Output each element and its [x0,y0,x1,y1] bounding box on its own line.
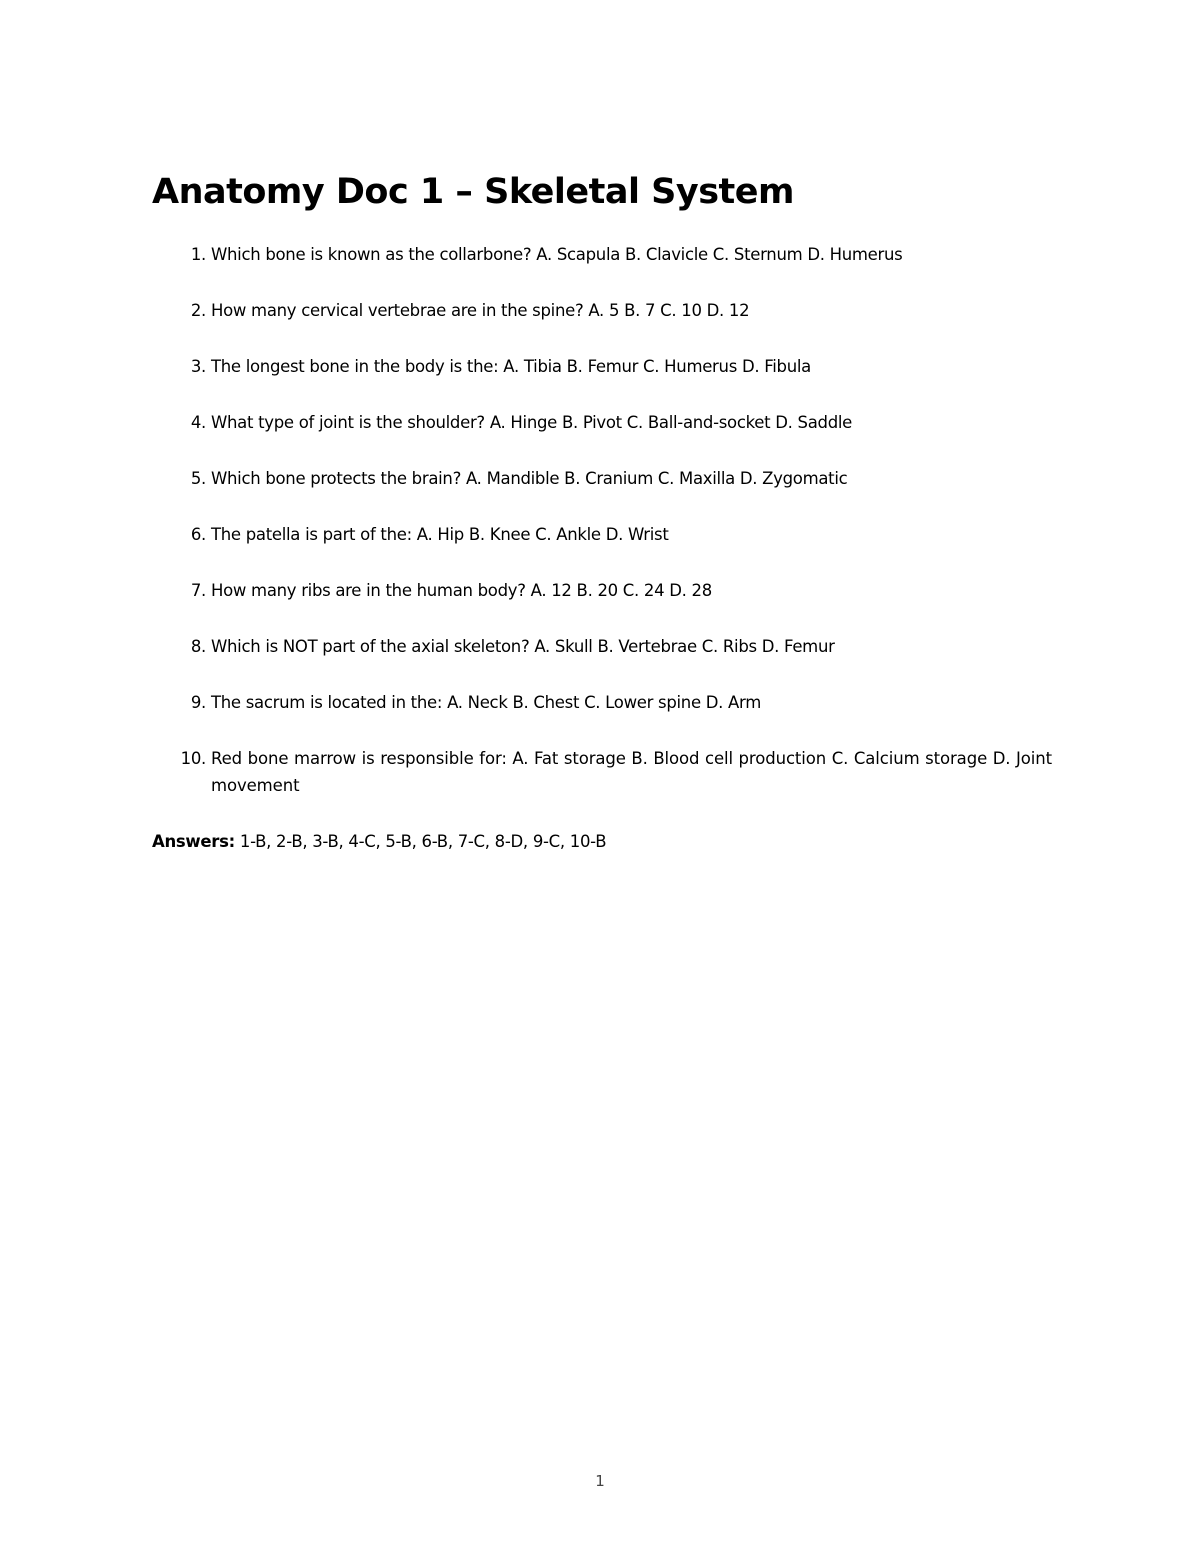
question-item [152,297,1052,324]
question-text: Which bone is known as the collarbone? A. Scapula B. Clavicle C. Sternum D. Humerus [211,245,903,264]
question-text: The longest bone in the body is the: A. Tibia B. Femur C. Humerus D. Fibula [211,357,811,376]
answer-key [152,828,606,855]
question-text: The sacrum is located in the: A. Neck B. Chest C. Lower spine D. Arm [211,693,762,712]
question-number: 9. [190,693,206,712]
page-number: 1 [595,1472,605,1490]
question-number: 8. [190,637,206,656]
question-text: Which bone protects the brain? A. Mandible B. Cranium C. Maxilla D. Zygomatic [211,469,848,488]
question-number: 1. [190,245,206,264]
question-text: How many cervical vertebrae are in the spine? A. 5 B. 7 C. 10 D. 12 [211,301,750,320]
question-item [152,521,1052,548]
question-item [152,633,1052,660]
question-number: 5. [190,469,206,488]
question-item [152,689,1052,716]
question-number: 4. [190,413,206,432]
question-item [152,241,1052,268]
question-item [152,409,1052,436]
question-number: 2. [190,301,206,320]
question-text: The patella is part of the: A. Hip B. Knee C. Ankle D. Wrist [211,525,669,544]
question-text: Red bone marrow is responsible for: A. Fat storage B. Blood cell production C. Calcium storage D. Joint movement [211,749,1052,795]
question-list [152,241,1052,828]
question-number: 6. [190,525,206,544]
question-item [152,577,1052,604]
question-number: 3. [190,357,206,376]
answer-key-values: 1-B, 2-B, 3-B, 4-C, 5-B, 6-B, 7-C, 8-D, 9-C, 10-B [234,832,607,851]
answer-key-label: Answers: [152,832,235,851]
question-text: How many ribs are in the human body? A. 12 B. 20 C. 24 D. 28 [211,581,712,600]
question-text: Which is NOT part of the axial skeleton? A. Skull B. Vertebrae C. Ribs D. Femur [211,637,835,656]
question-number: 10. [180,749,206,768]
question-number: 7. [190,581,206,600]
question-text: What type of joint is the shoulder? A. Hinge B. Pivot C. Ball-and-socket D. Saddle [211,413,853,432]
question-item [152,745,1052,799]
question-item [152,353,1052,380]
question-item [152,465,1052,492]
document-title: Anatomy Doc 1 – Skeletal System [152,172,794,212]
